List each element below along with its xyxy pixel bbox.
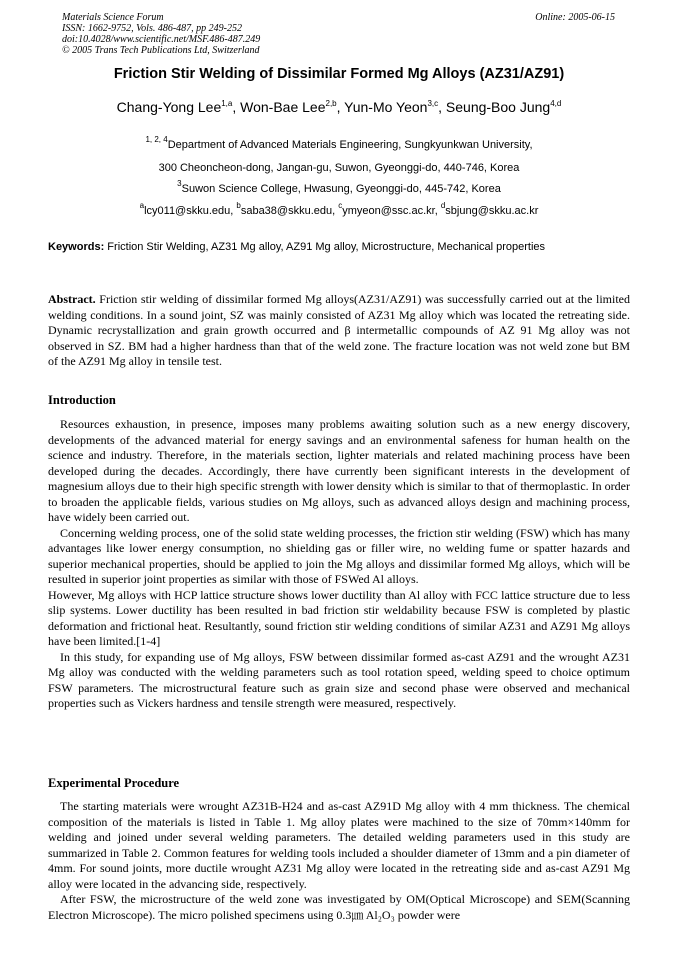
journal-header	[62, 12, 260, 56]
author-list: Chang-Yong Lee$^{1,a}$, Won-Bae Lee$^{2,b}$, Yun-Mo Yeon$^{3,c}$, Seung-Boo Jung$^{4,d}$	[116, 99, 562, 115]
email-link[interactable]: ymyeon@ssc.ac.kr,	[342, 205, 441, 217]
paragraph: In this study, for expanding use of Mg alloys, FSW between dissimilar formed as-cast AZ91 and the wrought AZ31 Mg alloy was conducted with the welding parameters such as tool rotation speed, welding speed to choice optimum FSW parameters. The microstructural feature such as grain size and second phase were observed and mechanical properties such as Vickers hardness and tensile strength were measured, respectively.	[48, 649, 630, 710]
journal-doi: doi:10.4028/www.scientific.net/MSF.486-487.249	[62, 34, 261, 45]
abstract-label: Abstract.	[48, 292, 96, 306]
email-mark: a	[139, 201, 145, 210]
author-name: Yun-Mo Yeon	[344, 99, 428, 115]
author-affil-mark: 3,c	[427, 99, 439, 108]
email-mark: b	[236, 201, 241, 210]
email-link[interactable]: lcy011@skku.edu,	[144, 205, 237, 217]
author-name: Chang-Yong Lee	[116, 99, 222, 115]
paper-title: Friction Stir Welding of Dissimilar Formed Mg Alloys (AZ31/AZ91)	[113, 66, 565, 82]
affil-mark: 3	[177, 179, 182, 188]
paragraph: Resources exhaustion, in presence, imposes many problems awaiting solution such as a new energy discovery, developments of the advanced material for energy savings and an environmental safeness for human health on the science and industry. Therefore, in the materials section, lighter materials and related machining process have been developed during the decades. Accordingly, there have currently been significant interests in the development of magnesium alloys due to their high specific strength with lower density which is similar to that of thermoplastic. In order to broaden the applicable fields, various studies on Mg alloys, such as advanced alloys design and machining process, have widely been carried out.	[48, 417, 630, 524]
paragraph: The starting materials were wrought AZ31B-H24 and as-cast AZ91D Mg alloy with 4 mm thickness. The chemical composition of the materials is listed in Table 1. Mg alloy plates were machined to the size of 70mm×140mm for welding and joined under several welding parameters. The detailed welding parameters used in this study are summarized in Table 2. Common features for welding tools included a shoulder diameter of 13mm and a pin diameter of 4mm. For sound joints, more ductile wrought AZ31 Mg alloy were located in the retreating side and as-cast AZ91 Mg alloy were located in the advancing side, respectively.	[48, 799, 630, 891]
email-mark: d	[440, 201, 446, 210]
affiliation-line-2: 300 Cheoncheon-dong, Jangan-gu, Suwon, Gyeonggi-do, 440-746, Korea	[158, 162, 520, 174]
experimental-heading: Experimental Procedure	[48, 776, 180, 790]
keywords-text: Friction Stir Welding, AZ31 Mg alloy, AZ91 Mg alloy, Microstructure, Mechanical properties	[104, 241, 546, 253]
journal-copyright: © 2005 Trans Tech Publications Ltd, Switzerland	[62, 45, 260, 56]
author-affil-mark: 2,b	[325, 99, 337, 108]
introduction-heading: Introduction	[48, 393, 116, 407]
author-name: Won-Bae Lee	[240, 99, 326, 115]
affil-mark: 1, 2, 4	[145, 135, 168, 144]
author-name: Seung-Boo Jung	[445, 99, 551, 115]
affiliation-line-1	[0, 135, 678, 151]
keywords-label: Keywords:	[48, 241, 105, 253]
journal-name: Materials Science Forum	[62, 12, 164, 23]
experimental-body	[48, 799, 630, 923]
author-affil-mark: 1,a	[221, 99, 233, 108]
email-link[interactable]: sbjung@skku.ac.kr	[445, 205, 539, 217]
email-link[interactable]: saba38@skku.edu,	[240, 205, 339, 217]
online-date: Online: 2005-06-15	[535, 12, 615, 23]
affiliation-line-3	[0, 179, 678, 195]
paragraph: However, Mg alloys with HCP lattice structure shows lower ductility than Al alloy with FCC lattice structure due to less slip systems. Lower ductility has been resulted in bad friction stir weldability because FSW is completed by plastic deformation and frictional heat. Resultantly, sound friction stir welding conditions of similar AZ31 and AZ91 Mg alloys have been limited.[1-4]	[48, 587, 630, 648]
email-line	[0, 201, 678, 217]
journal-issn: ISSN: 1662-9752, Vols. 486-487, pp 249-252	[62, 23, 242, 34]
author-affil-mark: 4,d	[550, 99, 562, 108]
affil-text: Department of Advanced Materials Engineering, Sungkyunkwan University,	[167, 139, 533, 151]
abstract	[48, 292, 630, 370]
paragraph: After FSW, the microstructure of the weld zone was investigated by OM(Optical Microscope) and SEM(Scanning Electron Microscope). The micro polished specimens using 0.3㎛ Al₂O₃ powder were	[48, 892, 630, 922]
introduction-body	[48, 417, 630, 712]
keywords	[48, 241, 545, 253]
paragraph: Concerning welding process, one of the solid state welding processes, the friction stir welding (FSW) which has many advantages like lower energy consumption, no shielding gas or filler wire, no welding fume or spatter hazards and superior mechanical properties, should be applied to join the Mg alloys and dissimilar formed Mg alloys, which will be resulted in superior joint properties as similar with those of FSWed Al alloys.	[48, 525, 630, 586]
abstract-text: Friction stir welding of dissimilar formed Mg alloys(AZ31/AZ91) was successfully carried out at the limited welding conditions. In a sound joint, SZ was mainly consisted of AZ31 Mg alloy which was located the retreating side. Dynamic recrystallization and grain growth occurred and β intermetallic compounds of AZ 91 Mg alloy was not observed in SZ. BM had a higher hardness than that of the weld zone. The fracture location was not weld zone but BM of the AZ91 Mg alloy in tensile test.	[48, 292, 630, 368]
email-mark: c	[338, 201, 343, 210]
affil-text: Suwon Science College, Hwasung, Gyeonggi-do, 445-742, Korea	[181, 183, 501, 195]
